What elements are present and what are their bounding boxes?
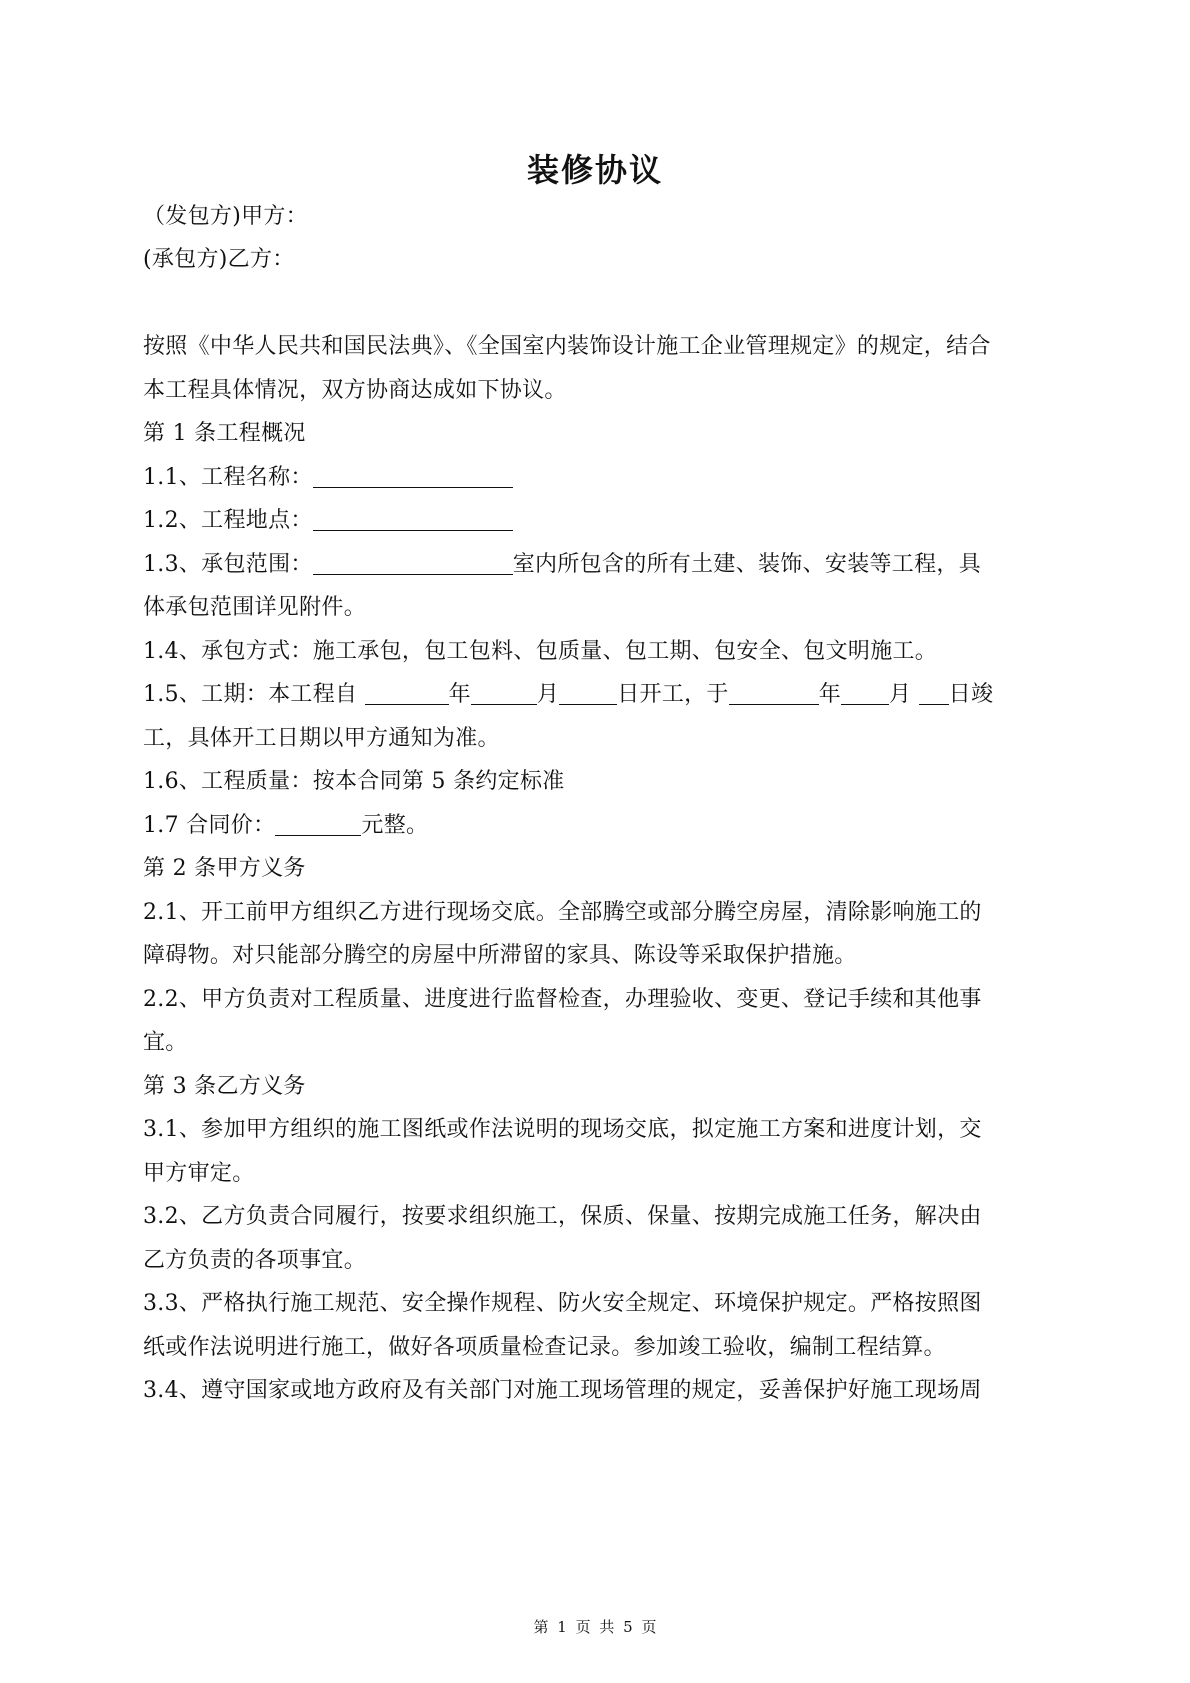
preamble-line-2: 本工程具体情况，双方协商达成如下协议。 (143, 378, 567, 403)
end-day-text: 日竣 (948, 682, 994, 707)
party-a-line: （发包方)甲方： (143, 204, 308, 229)
clause-1-4: 1.4、承包方式：施工承包，包工包料、包质量、包工期、包安全、包文明施工。 (143, 639, 938, 664)
clause-3-1: 3.1、参加甲方组织的施工图纸或作法说明的现场交底，拟定施工方案和进度计划，交 (143, 1117, 982, 1142)
clause-1-2-label: 1.2、工程地点： (143, 508, 313, 533)
project-location-blank (313, 508, 513, 531)
article-3-heading: 第 3 条乙方义务 (143, 1074, 306, 1099)
clause-1-1 (143, 463, 1063, 493)
page-number-footer: 第 1 页 共 5 页 (533, 1618, 657, 1636)
end-day-blank (919, 682, 949, 705)
end-month-unit: 月 (889, 682, 912, 707)
project-name-blank (313, 465, 513, 488)
clause-2-1-continued: 障碍物。对只能部分腾空的房屋中所滞留的家具、陈设等采取保护措施。 (143, 943, 857, 968)
clause-3-2: 3.2、乙方负责合同履行，按要求组织施工，保质、保量、按期完成施工任务，解决由 (143, 1204, 982, 1229)
start-year-unit: 年 (448, 682, 471, 707)
preamble-line-1: 按照《中华人民共和国民法典》、《全国室内装饰设计施工企业管理规定》的规定，结合 (143, 334, 991, 359)
contract-scope-blank (313, 552, 513, 575)
clause-3-4: 3.4、遵守国家或地方政府及有关部门对施工现场管理的规定，妥善保护好施工现场周 (143, 1378, 982, 1403)
end-year-unit: 年 (818, 682, 842, 707)
clause-3-1-continued: 甲方审定。 (143, 1161, 255, 1186)
start-year-blank (365, 682, 449, 705)
clause-1-7-label: 1.7 合同价： (143, 813, 276, 838)
clause-1-3-label: 1.3、承包范围： (143, 552, 313, 577)
clause-3-3: 3.3、严格执行施工规范、安全操作规程、防火安全规定、环境保护规定。严格按照图 (143, 1291, 982, 1316)
clause-1-3-continued: 体承包范围详见附件。 (143, 595, 367, 620)
clause-1-5-label: 1.5、工期：本工程自 (143, 682, 358, 707)
clause-1-6: 1.6、工程质量：按本合同第 5 条约定标准 (143, 769, 565, 794)
start-month-unit: 月 (536, 682, 560, 707)
article-2-heading: 第 2 条甲方义务 (143, 856, 306, 881)
party-b-line: (承包方)乙方： (143, 247, 295, 272)
clause-2-2: 2.2、甲方负责对工程质量、进度进行监督检查，办理验收、变更、登记手续和其他事 (143, 987, 982, 1012)
start-day-text: 日开工，于 (617, 682, 729, 707)
clause-3-2-continued: 乙方负责的各项事宜。 (143, 1248, 367, 1273)
start-month-blank (471, 682, 537, 705)
contract-price-blank (275, 813, 361, 836)
clause-2-2-continued: 宜。 (143, 1030, 188, 1055)
clause-1-3-text: 室内所包含的所有土建、装饰、安装等工程，具 (512, 552, 982, 577)
clause-1-5 (143, 680, 1063, 710)
end-year-blank (729, 682, 819, 705)
document-title: 装修协议 (526, 151, 663, 189)
clause-1-3 (143, 550, 1063, 580)
clause-1-7-unit: 元整。 (361, 813, 429, 838)
article-1-heading: 第 1 条工程概况 (143, 421, 306, 446)
clause-2-1: 2.1、开工前甲方组织乙方进行现场交底。全部腾空或部分腾空房屋，清除影响施工的 (143, 900, 982, 925)
clause-1-5-continued: 工，具体开工日期以甲方通知为准。 (143, 726, 500, 751)
end-month-blank (841, 682, 889, 705)
clause-3-3-continued: 纸或作法说明进行施工，做好各项质量检查记录。参加竣工验收，编制工程结算。 (143, 1335, 946, 1360)
clause-1-7 (143, 811, 1063, 841)
clause-1-1-label: 1.1、工程名称： (143, 465, 313, 490)
clause-1-2 (143, 506, 1063, 536)
start-day-blank (559, 682, 617, 705)
